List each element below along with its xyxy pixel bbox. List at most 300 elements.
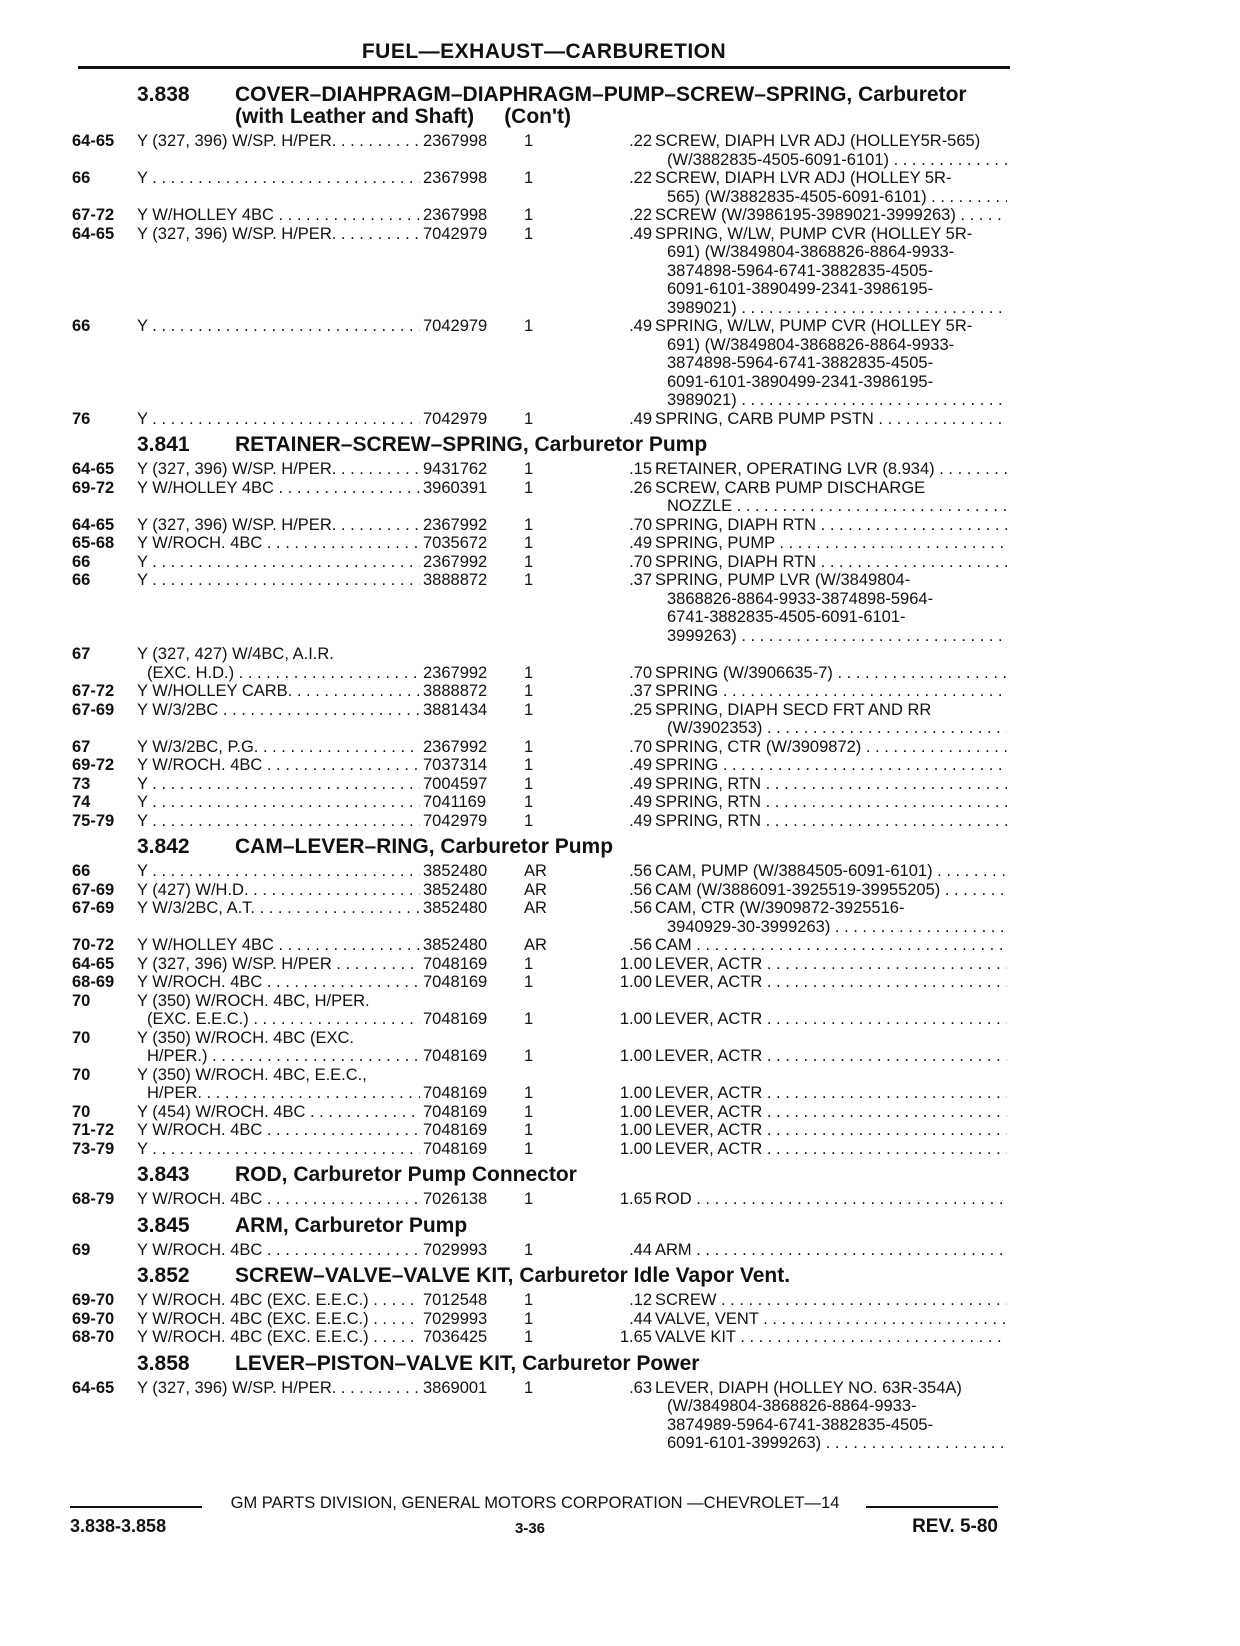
quantity: 1 [524, 756, 534, 774]
footer-page-number: 3-36 [514, 1520, 546, 1537]
part-name-line: SCREW . . . [655, 1291, 1007, 1310]
parts-row [72, 1066, 1012, 1103]
footer-publisher: GM PARTS DIVISION, GENERAL MOTORS CORPORATION —CHEVROLET—14 [230, 1494, 840, 1512]
description-line: Y . . . [137, 862, 472, 881]
part-number: 7042979 [420, 410, 505, 429]
section-title: CAM–LEVER–RING, Carburetor Pump [235, 835, 614, 858]
footer-range: 3.838-3.858 [70, 1516, 167, 1536]
price: .49 [629, 409, 652, 428]
year-range: 66 [72, 571, 91, 589]
year-range: 69-70 [72, 1291, 115, 1309]
section-number: 3.838 [137, 83, 190, 106]
parts-row [72, 534, 1012, 553]
part-name [655, 1328, 1007, 1347]
price: .12 [629, 1291, 652, 1309]
parts-row [72, 1291, 1012, 1310]
part-name-line: CAM . . . [655, 936, 1007, 955]
part-number: 3888872 [420, 682, 505, 701]
year-range: 64-65 [72, 224, 115, 243]
part-name-line: 3940929-30-3999263) . . . [655, 918, 1007, 937]
section-title: SCREW–VALVE–VALVE KIT, Carburetor Idle Vapor Vent. [235, 1264, 791, 1287]
part-number: 7048169 [420, 1140, 505, 1159]
part-name-line: LEVER, DIAPH (HOLLEY NO. 63R-354A) [655, 1378, 962, 1397]
part-name-line: LEVER, ACTR . . . [655, 955, 1007, 974]
parts-row [72, 1190, 1012, 1209]
year-range: 67-69 [72, 899, 115, 917]
year-range: 70 [72, 991, 91, 1010]
price: .22 [629, 206, 652, 224]
year-range: 68-69 [72, 973, 115, 991]
year-range: 67-72 [72, 206, 115, 224]
part-number: 3852480 [420, 862, 505, 881]
description-line: Y (327, 396) W/SP. H/PER. . . . [137, 460, 472, 479]
description-line: Y . . . [137, 169, 472, 188]
part-number: 9431762 [420, 460, 505, 479]
part-number: 7029993 [420, 1241, 505, 1260]
section-title: ROD, Carburetor Pump Connector [235, 1163, 577, 1186]
part-number: 7004597 [420, 775, 505, 794]
price: 1.65 [619, 1328, 652, 1346]
part-number: 7042979 [420, 225, 505, 244]
part-name [655, 1103, 1007, 1122]
parts-row [72, 1328, 1012, 1347]
part-name-line: LEVER, ACTR . . . [655, 1140, 1007, 1159]
section-heading [72, 1164, 1012, 1186]
parts-row [72, 992, 1012, 1029]
parts-row [72, 899, 1012, 936]
part-name-line: (W/3882835-4505-6091-6101) . . . [655, 151, 1007, 170]
footer-revision: REV. 5-80 [912, 1516, 998, 1537]
parts-row [72, 756, 1012, 775]
section-title: COVER–DIAHPRAGM–DIAPHRAGM–PUMP–SCREW–SPRING, Carburetor [235, 83, 967, 106]
quantity: 1 [524, 1291, 534, 1309]
part-number: 7048169 [420, 1010, 505, 1029]
price: .70 [629, 663, 652, 682]
part-name [655, 1121, 1007, 1140]
part-number: 2367992 [420, 738, 505, 757]
header-rule [78, 66, 1010, 69]
price: .70 [629, 552, 652, 571]
part-name [655, 534, 1007, 553]
price: .70 [629, 737, 652, 756]
description-line: Y W/HOLLEY CARB. . . . [137, 682, 472, 701]
quantity: 1 [524, 460, 534, 478]
part-name [655, 756, 1007, 775]
description-line: Y W/HOLLEY 4BC . . . [137, 206, 472, 225]
part-name-line: CAM (W/3886091-3925519-39955205) . . . [655, 881, 1007, 900]
quantity: 1 [524, 700, 534, 719]
price: .70 [629, 515, 652, 534]
quantity: 1 [524, 206, 534, 224]
part-name-line: ARM . . . [655, 1241, 1007, 1260]
part-name [655, 571, 1007, 645]
year-range: 70-72 [72, 936, 115, 954]
part-name [655, 664, 1007, 683]
part-number: 3869001 [420, 1379, 505, 1398]
description-line: Y . . . [137, 317, 472, 336]
year-range: 69-70 [72, 1309, 115, 1328]
footer-rule-right [866, 1506, 998, 1508]
part-name [655, 1291, 1007, 1310]
part-name-line: 691) (W/3849804-3868826-8864-9933- [667, 243, 955, 261]
part-name-line: NOZZLE . . . [655, 497, 1007, 516]
part-name-line: SPRING, DIAPH RTN . . . [655, 553, 1007, 572]
part-name [655, 793, 1007, 812]
footer-rule-left [70, 1506, 202, 1508]
parts-row [72, 955, 1012, 974]
part-name-line: SPRING . . . [655, 756, 1007, 775]
quantity: 1 [524, 811, 534, 830]
part-name-line: 3989021) . . . [655, 299, 1007, 318]
price: .49 [629, 224, 652, 243]
quantity: 1 [524, 515, 534, 534]
price: .56 [629, 936, 652, 954]
parts-row [72, 973, 1012, 992]
price: .56 [629, 862, 652, 880]
parts-row [72, 738, 1012, 757]
part-number: 3852480 [420, 899, 505, 918]
quantity: 1 [524, 132, 534, 150]
part-name-line: SPRING, CTR (W/3909872) . . . [655, 738, 1007, 757]
part-name [655, 955, 1007, 974]
part-number: 2367992 [420, 664, 505, 683]
section-number: 3.852 [137, 1264, 190, 1287]
year-range: 69-72 [72, 756, 115, 774]
part-name [655, 553, 1007, 572]
part-name [655, 1190, 1007, 1209]
price: .49 [629, 534, 652, 552]
parts-row [72, 553, 1012, 572]
price: .44 [629, 1309, 652, 1328]
part-name-line: ROD . . . [655, 1190, 1007, 1209]
part-number: 7048169 [420, 1121, 505, 1140]
section-heading [72, 1353, 1012, 1375]
quantity: 1 [524, 224, 534, 243]
quantity: AR [524, 880, 547, 899]
part-number: 7026138 [420, 1190, 505, 1209]
description-line: Y . . . [137, 410, 472, 429]
part-name [655, 738, 1007, 757]
quantity: 1 [524, 1328, 534, 1346]
quantity: 1 [524, 1010, 534, 1028]
parts-row [72, 645, 1012, 682]
part-name-line: LEVER, ACTR . . . [655, 1103, 1007, 1122]
part-name-line: 6091-6101-3999263) . . . [655, 1434, 1007, 1453]
description-line: Y . . . [137, 793, 472, 812]
parts-row [72, 1310, 1012, 1329]
price: 1.00 [619, 954, 652, 973]
part-number: 7037314 [420, 756, 505, 775]
description-line: Y . . . [137, 775, 472, 794]
description-line: Y (327, 396) W/SP. H/PER. . . . [137, 1379, 472, 1398]
part-name [655, 410, 1007, 429]
part-number: 7012548 [420, 1291, 505, 1310]
description-line: Y W/ROCH. 4BC (EXC. E.E.C.) . . . [137, 1328, 472, 1347]
part-name [655, 812, 1007, 831]
part-name [655, 225, 1007, 318]
year-range: 67-69 [72, 700, 115, 719]
year-range: 68-70 [72, 1328, 115, 1346]
part-name [655, 899, 1007, 936]
price: .63 [629, 1378, 652, 1397]
part-number: 3881434 [420, 701, 505, 720]
part-name-line: 6741-3882835-4505-6091-6101- [667, 608, 906, 626]
description-line: Y W/ROCH. 4BC . . . [137, 534, 472, 553]
price: .49 [629, 811, 652, 830]
section-heading [72, 836, 1012, 858]
description-line: Y (327, 396) W/SP. H/PER . . . [137, 955, 472, 974]
parts-row [72, 479, 1012, 516]
quantity: 1 [524, 571, 534, 589]
parts-row [72, 225, 1012, 318]
year-range: 69 [72, 1240, 91, 1259]
part-name-line: 565) (W/3882835-4505-6091-6101) . . . [655, 188, 1007, 207]
description-line: Y W/ROCH. 4BC . . . [137, 1241, 472, 1260]
year-range: 71-72 [72, 1121, 115, 1139]
year-range: 64-65 [72, 515, 115, 534]
quantity: 1 [524, 682, 534, 700]
year-range: 68-79 [72, 1190, 115, 1208]
year-range: 67-72 [72, 682, 115, 700]
year-range: 69-72 [72, 478, 115, 497]
year-range: 67 [72, 645, 91, 663]
year-range: 76 [72, 409, 91, 428]
section-heading [72, 434, 1012, 456]
price: 1.00 [619, 1047, 652, 1065]
price: .22 [629, 169, 652, 187]
quantity: 1 [524, 793, 534, 811]
part-name-line: LEVER, ACTR . . . [655, 1010, 1007, 1029]
price: .37 [629, 571, 652, 589]
part-name-line: SPRING, CARB PUMP PSTN . . . [655, 410, 1007, 429]
part-number: 7041169 [420, 793, 505, 812]
part-name [655, 701, 1007, 738]
section-title: ARM, Carburetor Pump [235, 1213, 468, 1237]
quantity: 1 [524, 552, 534, 571]
part-name [655, 1010, 1007, 1029]
description-line: Y W/ROCH. 4BC . . . [137, 1121, 472, 1140]
parts-row [72, 571, 1012, 645]
year-range: 65-68 [72, 534, 115, 552]
parts-row [72, 862, 1012, 881]
description-line: Y (327, 396) W/SP. H/PER. . . . [137, 132, 472, 151]
description-line: Y W/HOLLEY 4BC . . . [137, 936, 472, 955]
parts-row [72, 793, 1012, 812]
price: 1.00 [619, 1102, 652, 1121]
description-line: Y W/ROCH. 4BC (EXC. E.E.C.) . . . [137, 1291, 472, 1310]
price: 1.00 [619, 1010, 652, 1028]
quantity: 1 [524, 1190, 534, 1208]
part-name-line: SCREW (W/3986195-3989021-3999263) . . . [655, 206, 1007, 225]
description-line: Y (327, 396) W/SP. H/PER. . . . [137, 516, 472, 535]
part-name-line: SCREW, DIAPH LVR ADJ (HOLLEY 5R- [655, 169, 952, 187]
part-name-line: 3874898-5964-6741-3882835-4505- [667, 261, 934, 280]
part-name [655, 206, 1007, 225]
parts-row [72, 410, 1012, 429]
year-range: 64-65 [72, 460, 115, 478]
part-name [655, 973, 1007, 992]
part-number: 7048169 [420, 1103, 505, 1122]
section-title: RETAINER–SCREW–SPRING, Carburetor Pump [235, 433, 708, 456]
quantity: AR [524, 936, 547, 954]
part-name-line: SPRING, DIAPH SECD FRT AND RR [655, 700, 932, 719]
part-name-line: SPRING, RTN . . . [655, 793, 1007, 812]
part-name [655, 881, 1007, 900]
parts-row [72, 206, 1012, 225]
description-line: Y W/3/2BC, P.G. . . . [137, 738, 472, 757]
part-name-line: LEVER, ACTR . . . [655, 1084, 1007, 1103]
description-line: Y W/3/2BC . . . [137, 701, 472, 720]
description-line: Y W/ROCH. 4BC . . . [137, 756, 472, 775]
part-number: 7048169 [420, 1084, 505, 1103]
part-name-line: SPRING, RTN . . . [655, 775, 1007, 794]
quantity: 1 [524, 973, 534, 991]
parts-row [72, 775, 1012, 794]
quantity: 1 [524, 1047, 534, 1065]
part-name-line: (W/3849804-3868826-8864-9933- [667, 1397, 917, 1415]
section-number: 3.843 [137, 1163, 190, 1186]
section-subtitle [137, 106, 1012, 128]
price: 1.65 [619, 1190, 652, 1208]
description-line: Y W/3/2BC, A.T. . . . [137, 899, 472, 918]
parts-row [72, 1379, 1012, 1453]
year-range: 74 [72, 793, 91, 811]
year-range: 66 [72, 169, 91, 187]
part-number: 7029993 [420, 1310, 505, 1329]
part-name [655, 479, 1007, 516]
quantity: 1 [524, 663, 534, 682]
part-number: 7048169 [420, 955, 505, 974]
part-name-line: SCREW, CARB PUMP DISCHARGE [655, 478, 926, 497]
year-range: 70 [72, 1102, 91, 1121]
part-name [655, 775, 1007, 794]
part-name-line: 691) (W/3849804-3868826-8864-9933- [667, 335, 955, 354]
description-line: Y . . . [137, 553, 472, 572]
quantity: 1 [524, 317, 534, 335]
part-name [655, 936, 1007, 955]
price: .15 [629, 460, 652, 478]
section-number: 3.841 [137, 433, 190, 456]
part-name [655, 1379, 1007, 1453]
year-range: 75-79 [72, 811, 115, 830]
price: .25 [629, 700, 652, 719]
year-range: 73-79 [72, 1139, 115, 1158]
section-title: LEVER–PISTON–VALVE KIT, Carburetor Power [235, 1351, 700, 1375]
part-name-line: 6091-6101-3890499-2341-3986195- [667, 372, 934, 391]
price: 1.00 [619, 1084, 652, 1102]
part-name-line: SPRING, DIAPH RTN . . . [655, 516, 1007, 535]
year-range: 73 [72, 774, 91, 793]
part-name [655, 169, 1007, 206]
price: 1.00 [619, 1121, 652, 1139]
part-number: 2367998 [420, 132, 505, 151]
year-range: 64-65 [72, 954, 115, 973]
part-name [655, 862, 1007, 881]
description-line: Y (350) W/ROCH. 4BC, E.E.C., [137, 1065, 367, 1084]
part-number: 2367992 [420, 553, 505, 572]
description-line: Y W/ROCH. 4BC . . . [137, 973, 472, 992]
price: .37 [629, 682, 652, 700]
part-name-line: 3989021) . . . [655, 391, 1007, 410]
quantity: 1 [524, 1121, 534, 1139]
parts-row [72, 516, 1012, 535]
part-name-line: LEVER, ACTR . . . [655, 973, 1007, 992]
part-name [655, 132, 1007, 169]
part-name [655, 682, 1007, 701]
section-continued: (Con't) [504, 105, 571, 128]
part-name-line: CAM, CTR (W/3909872-3925516- [655, 899, 905, 917]
part-number: 2367992 [420, 516, 505, 535]
year-range: 66 [72, 317, 91, 335]
price: .44 [629, 1240, 652, 1259]
part-name-line: (W/3902353) . . . [655, 719, 1007, 738]
part-name-line: SPRING . . . [655, 682, 1007, 701]
year-range: 67-69 [72, 880, 115, 899]
quantity: 1 [524, 954, 534, 973]
description-line: Y (350) W/ROCH. 4BC (EXC. [137, 1028, 354, 1047]
parts-row [72, 317, 1012, 410]
price: .26 [629, 478, 652, 497]
part-name [655, 1241, 1007, 1260]
parts-row [72, 1140, 1012, 1159]
description-line: Y (327, 396) W/SP. H/PER. . . . [137, 225, 472, 244]
description-line: Y . . . [137, 812, 472, 831]
part-number: 7048169 [420, 973, 505, 992]
year-range: 70 [72, 1065, 91, 1084]
part-name-line: SPRING (W/3906635-7) . . . [655, 664, 1007, 683]
quantity: 1 [524, 1084, 534, 1102]
part-name-line: 3868826-8864-9933-3874898-5964- [667, 589, 934, 608]
part-name [655, 1084, 1007, 1103]
part-name [655, 1140, 1007, 1159]
description-line: Y (427) W/H.D. . . . [137, 881, 472, 900]
parts-row [72, 1103, 1012, 1122]
parts-row [72, 812, 1012, 831]
price: 1.00 [619, 973, 652, 991]
section-number: 3.858 [137, 1351, 190, 1375]
part-name-line: SPRING, W/LW, PUMP CVR (HOLLEY 5R- [655, 224, 973, 243]
description-line: Y (350) W/ROCH. 4BC, H/PER. [137, 991, 370, 1010]
part-number: 7035672 [420, 534, 505, 553]
part-name-line: LEVER, ACTR . . . [655, 1121, 1007, 1140]
section-heading [72, 84, 1012, 128]
year-range: 64-65 [72, 132, 115, 150]
section-subtitle-text: (with Leather and Shaft) [235, 105, 475, 128]
price: .49 [629, 317, 652, 335]
parts-row [72, 701, 1012, 738]
part-name-line: VALVE, VENT . . . [655, 1310, 1007, 1329]
quantity: 1 [524, 409, 534, 428]
parts-row [72, 1121, 1012, 1140]
part-name-line: CAM, PUMP (W/3884505-6091-6101) . . . [655, 862, 1007, 881]
page-header: FUEL—EXHAUST—CARBURETION [361, 40, 727, 63]
section-number: 3.842 [137, 835, 190, 858]
year-range: 67 [72, 737, 91, 756]
parts-row [72, 881, 1012, 900]
description-line: (EXC. E.E.C.) . . . [137, 1010, 472, 1029]
parts-row [72, 169, 1012, 206]
description-line: H/PER.) . . . [137, 1047, 472, 1066]
description-line: Y . . . [137, 571, 472, 590]
part-number: 3852480 [420, 936, 505, 955]
part-name-line: 6091-6101-3890499-2341-3986195- [667, 280, 934, 298]
quantity: 1 [524, 1139, 534, 1158]
section-heading [72, 1215, 1012, 1237]
part-name-line: VALVE KIT . . . [655, 1328, 1007, 1347]
part-name [655, 317, 1007, 410]
description-line: Y W/HOLLEY 4BC . . . [137, 479, 472, 498]
quantity: 1 [524, 534, 534, 552]
